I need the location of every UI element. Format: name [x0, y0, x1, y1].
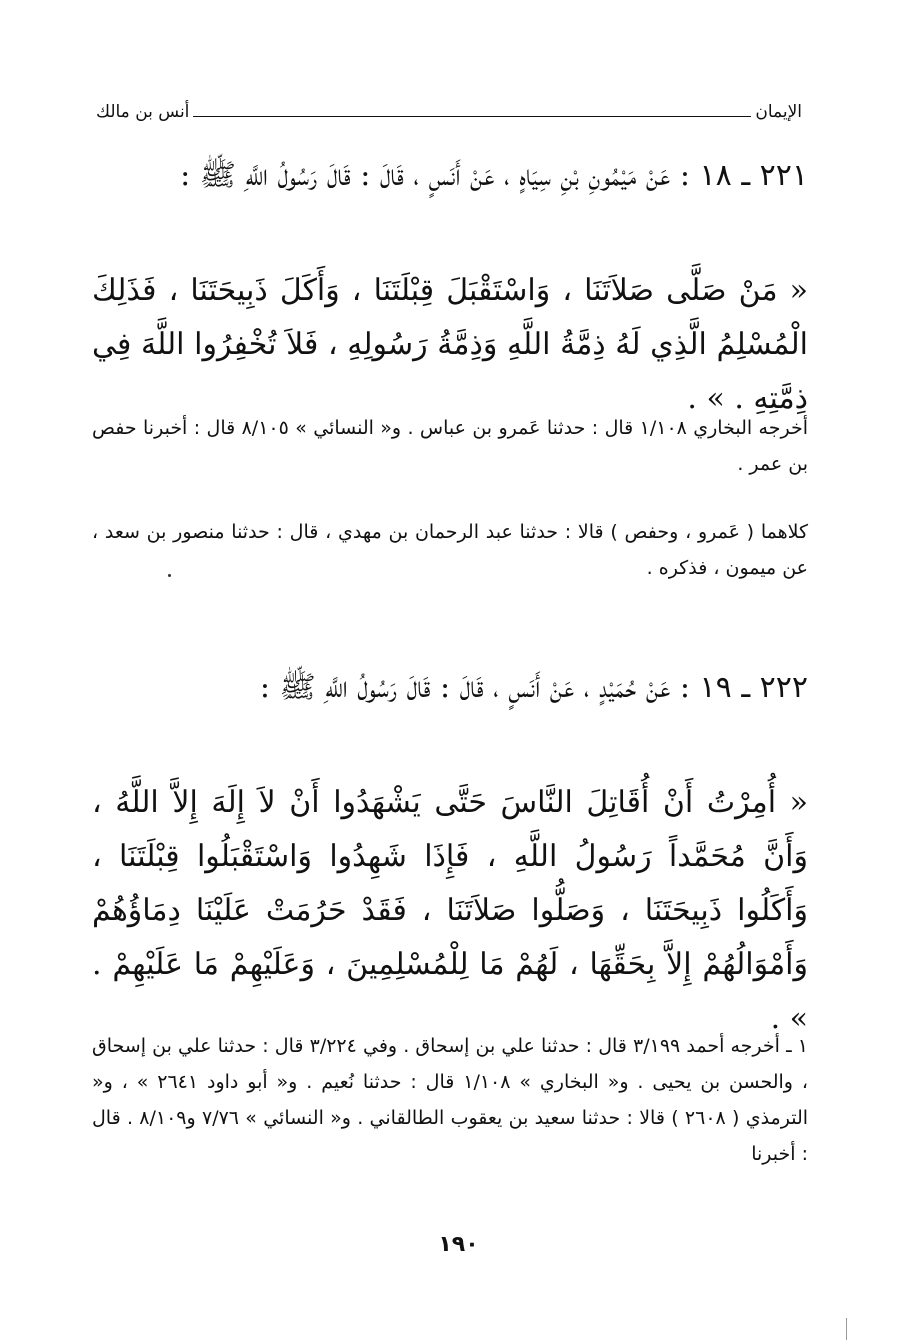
header-rule: [193, 116, 751, 117]
hadith-221-note-2: كلاهما ( عَمرو ، وحفص ) قالا : حدثنا عبد الرحمان بن مهدي ، قال : حدثنا منصور بن سعد ، عن ميمون ، فذكره .: [92, 521, 808, 579]
header-section-title: أنس بن مالك: [96, 102, 190, 122]
running-header: [96, 96, 802, 122]
hadith-222-note-1: ١ ـ أخرجه أحمد ٣/١٩٩ قال : حدثنا علي بن إسحاق . وفي ٣/٢٢٤ قال : حدثنا علي بن إسحاق ، والحسن بن يحيى . و« البخاري » ١/١٠٨ قال : حدثنا نُعيم . و« أبو داود ٢٦٤١ » ، و« الترمذي ( ٢٦٠٨ ) قالا : حدثنا سعيد بن يعقوب الطالقاني . و« النسائي » ٧/٧٦ و٨/١٠٩ . قال : أخبرنا: [92, 1035, 809, 1165]
hadith-221-note-1: أخرجه البخاري ١/١٠٨ قال : حدثنا عَمرو بن عباس . و« النسائي » ٨/١٠٥ قال : أخبرنا حفص بن عمر .: [92, 417, 808, 475]
hadith-221-heading: ٢٢١ ـ ١٨ : عَنْ مَيْمُونِ بْنِ سِيَاهٍ ، عَنْ أَنَسٍ ، قَالَ : قَالَ رَسُولُ اللَّهِ ﷺ :: [180, 158, 808, 193]
header-chapter-title: الإيمان: [755, 102, 802, 122]
hadith-222-text: « أُمِرْتُ أَنْ أُقَاتِلَ النَّاسَ حَتَّى يَشْهَدُوا أَنْ لاَ إِلَهَ إِلاَّ اللَّهُ ، وَأَنَّ مُحَمَّداً رَسُولُ اللَّهِ ، فَإِذَا شَهِدُوا وَاسْتَقْبَلُوا قِبْلَتَنَا ، وَأَكَلُوا ذَبِيحَتَنَا ، وَصَلُّوا صَلاَتَنَا ، فَقَدْ حَرُمَتْ عَلَيْنَا دِمَاؤُهُمْ وَأَمْوَالُهُمْ إِلاَّ بِحَقِّهَا ، لَهُمْ مَا لِلْمُسْلِمِينَ ، وَعَلَيْهِمْ مَا عَلَيْهِمْ . » .: [92, 785, 808, 1036]
page-number: ١٩٠: [438, 1232, 479, 1257]
hadith-222-heading: ٢٢٢ ـ ١٩ : عَنْ حُمَيْدٍ ، عَنْ أَنَسٍ ، قَالَ : قَالَ رَسُولُ اللَّهِ ﷺ :: [259, 670, 808, 705]
hadith-221-text: « مَنْ صَلَّى صَلاَتَنَا ، وَاسْتَقْبَلَ قِبْلَتَنَا ، وَأَكَلَ ذَبِيحَتَنَا ، فَذَلِكَ الْمُسْلِمُ الَّذِي لَهُ ذِمَّةُ اللَّهِ وَذِمَّةُ رَسُولِهِ ، فَلاَ تُخْفِرُوا اللَّهَ فِي ذِمَّتِهِ . » .: [92, 273, 808, 416]
print-speck: [168, 574, 171, 577]
scan-edge-mark: [846, 1318, 847, 1340]
